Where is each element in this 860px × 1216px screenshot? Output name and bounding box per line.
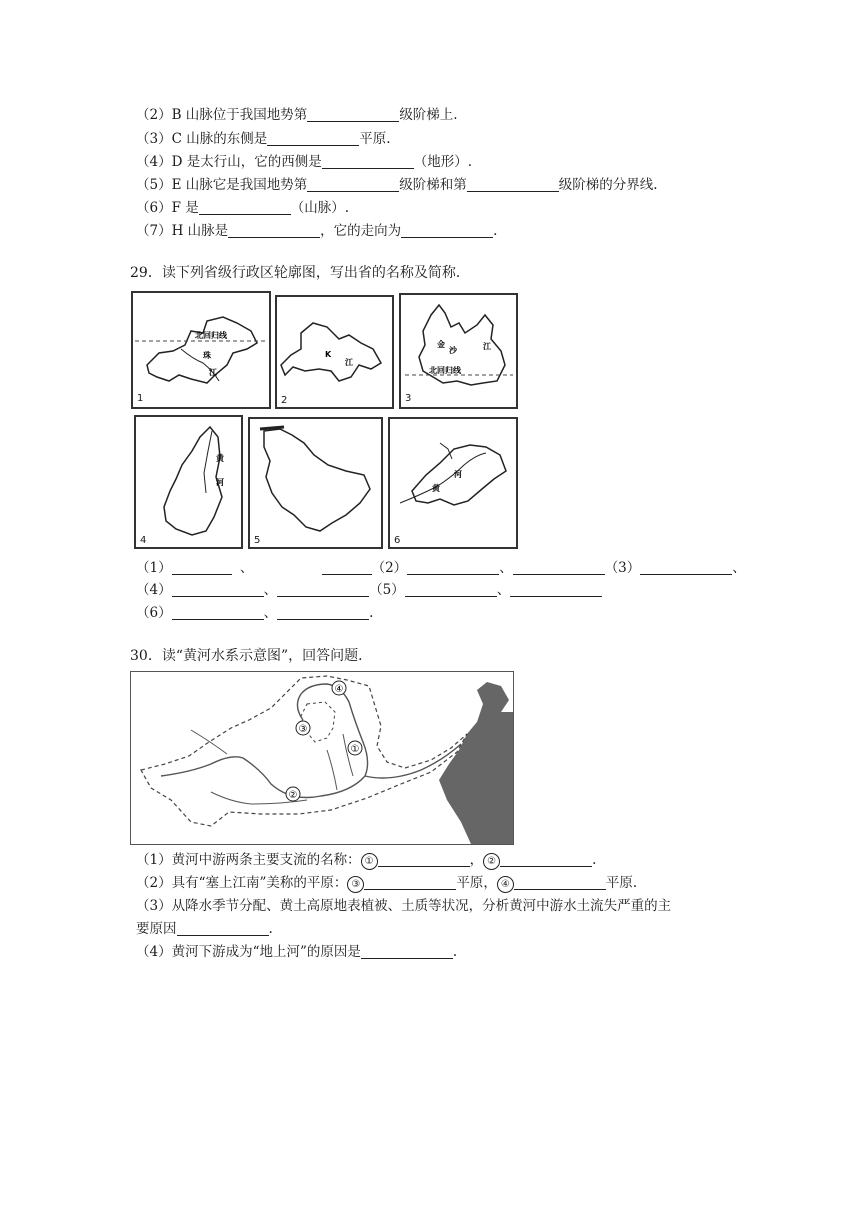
map-label: 黄 [216,454,224,463]
answer-blank[interactable] [401,223,493,238]
map-label: 河 [454,470,462,479]
line-text: （7）H 山脉是 [136,223,229,239]
circled-number: ② [483,853,500,870]
answer-blank[interactable] [277,605,369,620]
map-marker: ③ [298,724,308,735]
map-label: 河 [216,478,224,487]
line-text: （2）具有“塞上江南”美称的平原： [136,875,348,891]
line-text: 平原. [605,875,638,891]
circled-number: ① [361,853,378,870]
line-text: 、 [263,605,278,621]
province-outline [390,419,516,547]
answer-blank[interactable] [267,131,359,146]
line-text: . [592,852,597,868]
map-label: 江 [209,368,217,377]
map-label: K [325,350,332,359]
province-outline [250,419,381,547]
answer-blank[interactable] [514,875,606,890]
province-map-1 [131,291,271,409]
answer-blank[interactable] [407,560,499,575]
answer-blank[interactable] [322,154,414,169]
province-outline [133,293,269,407]
line-text: . [268,921,273,937]
map-label: 北回归线 [195,331,227,340]
line-text: （6）F 是 [136,200,199,216]
line-text: ， [469,852,484,868]
line-text: （3） [604,560,641,576]
answer-blank[interactable] [322,560,372,575]
map-marker: ② [288,790,298,801]
line-text: （4）D 是太行山，它的西侧是 [136,154,322,170]
map-number: 2 [281,395,288,406]
map-label: 北回归线 [429,366,461,375]
line-text: 平原. [359,131,391,147]
answer-blank[interactable] [640,560,732,575]
answer-blank[interactable] [513,560,605,575]
line-text: （2） [371,560,408,576]
answer-blank[interactable] [172,605,264,620]
province-map-6 [388,417,518,549]
line-text: 级阶梯和第 [399,177,467,193]
question-line-4 [136,153,472,171]
line-text: 级阶梯的分界线. [558,177,658,193]
map-number: 4 [140,535,147,546]
answer-blank[interactable] [361,944,453,959]
line-text: 、 [239,560,254,576]
line-text: （3）C 山脉的东侧是 [136,131,268,147]
province-outline [136,417,241,547]
map-label: 江 [483,342,491,351]
line-text: （山脉）. [290,200,350,216]
line-text: （4） [136,582,172,598]
map-marker: ① [350,744,360,755]
line-text: （5）E 山脉它是我国地势第 [136,177,308,193]
q30-question-3 [136,897,671,915]
circled-number: ③ [347,876,364,893]
line-text: 平原， [456,875,497,891]
map-label: 沙 [449,346,457,355]
answer-blank[interactable] [199,200,291,215]
answer-blank[interactable] [510,582,602,597]
map-label: 黄 [432,484,440,493]
q29-answer-row-1 [136,559,746,577]
answer-blank[interactable] [307,107,399,122]
q30-question-2 [136,874,637,893]
map-number: 5 [254,535,261,546]
q29-answer-row-2 [136,581,602,599]
province-outline [277,297,392,407]
answer-blank[interactable] [378,852,470,867]
map-number: 3 [405,393,412,404]
line-text: 级阶梯上. [399,107,458,123]
q29-heading: 29．读下列省级行政区轮廓图，写出省的名称及简称． [130,265,470,281]
map-number: 6 [394,535,401,546]
answer-blank[interactable] [364,875,456,890]
province-map-2 [275,295,394,409]
map-label: 珠 [203,351,211,360]
line-text: （地形）. [413,154,473,170]
question-line-5 [136,176,658,194]
q30-question-3-cont [136,920,273,938]
line-text: （6） [136,605,172,621]
answer-blank[interactable] [172,560,232,575]
line-text: . [452,944,458,960]
line-text: （1） [136,560,172,576]
line-text: . [369,605,374,621]
province-map-3 [399,293,518,409]
line-text: 、 [732,560,746,576]
line-text: 、 [496,582,511,598]
line-text: （1）黄河中游两条主要支流的名称： [136,852,361,868]
line-text: ，它的走向为 [320,223,402,239]
question-line-7 [136,222,497,240]
line-text: （5） [369,582,405,598]
answer-blank[interactable] [405,582,497,597]
province-map-4 [134,415,243,549]
answer-blank[interactable] [228,223,320,238]
line-text: 、 [263,582,278,598]
question-line-6 [136,199,349,217]
line-text: 、 [499,560,513,576]
q29-answer-row-3 [136,604,373,622]
line-text: 要原因 [136,921,177,937]
province-outline [401,295,516,407]
q30-question-4 [136,943,457,961]
question-line-2 [136,106,458,124]
q30-heading: 30．读“黄河水系示意图”，回答问题． [130,648,373,664]
map-label: 金 [437,340,445,349]
question-line-3 [136,130,391,148]
answer-blank[interactable] [307,177,399,192]
answer-blank[interactable] [500,852,592,867]
yellow-river-map [130,671,514,845]
line-text: （3）从降水季节分配、黄土高原地表植被、土质等状况，分析黄河中游水土流失严重的主 [136,898,672,914]
circled-number: ④ [497,876,514,893]
answer-blank[interactable] [277,582,369,597]
map-label: 江 [345,358,353,367]
map-number: 1 [137,393,144,404]
line-text: （4）黄河下游成为“地上河”的原因是 [136,944,361,960]
province-map-5 [248,417,383,549]
map-marker: ④ [334,684,344,695]
answer-blank[interactable] [467,177,559,192]
line-text: （2）B 山脉位于我国地势第 [136,107,308,123]
answer-blank[interactable] [177,921,269,936]
line-text: . [493,223,498,239]
q30-question-1 [136,851,596,870]
answer-blank[interactable] [172,582,264,597]
river-system-diagram [131,672,513,844]
